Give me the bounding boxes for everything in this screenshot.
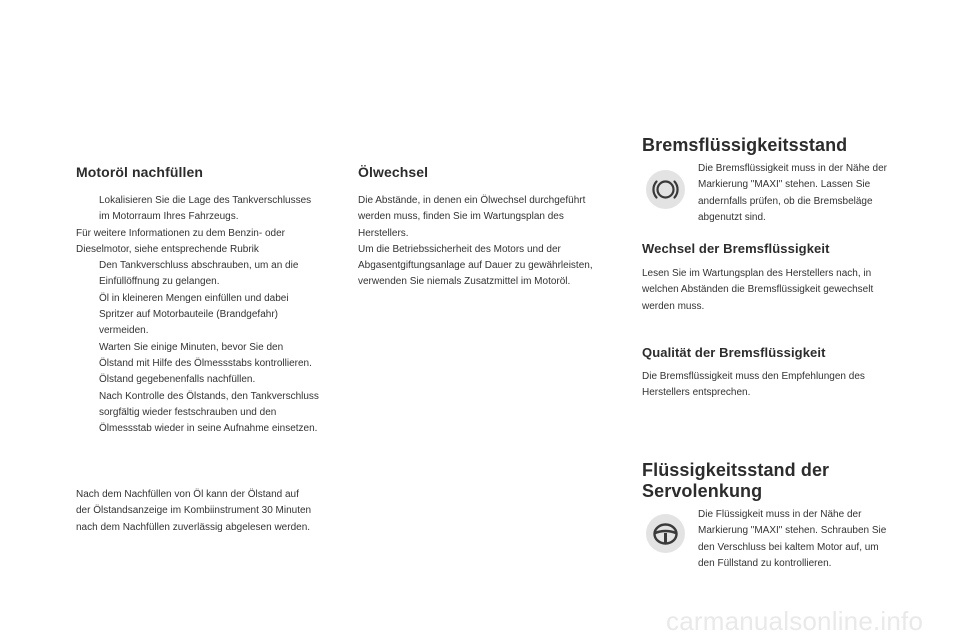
text-line: Ölstand mit Hilfe des Ölmessstabs kontrollieren. [99,357,312,369]
text-line: Ölmessstab wieder in seine Aufnahme einsetzen. [99,423,318,435]
column-oil-refill [76,164,346,437]
brake-warning-icon [646,170,685,209]
text-line: andernfalls prüfen, ob die Bremsbeläge [698,195,873,207]
text-line: Für weitere Informationen zu dem Benzin- oder [76,227,285,239]
section-brake-fluid-level [642,135,922,156]
text-line: Lesen Sie im Wartungsplan des Herstellers nach, in [642,268,872,279]
oil-refill-note [76,487,346,536]
text-line: Den Tankverschluss abschrauben, um an die [99,260,299,272]
text-line: Einfüllöffnung zu gelangen. [99,276,220,288]
text-line: Die Bremsflüssigkeit muss in der Nähe der [698,163,887,174]
text-line: Warten Sie einige Minuten, bevor Sie den [99,341,284,353]
power-steering-text [698,507,928,572]
section-title-brake-fluid-quality: Qualität der Bremsflüssigkeit [642,345,826,360]
section-title-power-steering-line2: Servolenkung [642,481,763,501]
section-title-brake-fluid-level: Bremsflüssigkeitsstand [642,135,848,155]
text-line: Abgasentgiftungsanlage auf Dauer zu gewährleisten, [358,260,593,272]
text-line: Die Flüssigkeit muss in der Nähe der [698,509,862,520]
text-line: Lokalisieren Sie die Lage des Tankverschlusses [99,195,312,206]
text-line: der Ölstandsanzeige im Kombiinstrument 30 Minuten [76,505,312,517]
column-oil-change [358,164,623,291]
text-line: Nach dem Nachfüllen von Öl kann der Ölstand auf [76,489,299,500]
text-line: verwenden Sie niemals Zusatzmittel im Motoröl. [358,276,571,288]
section-title-brake-fluid-change: Wechsel der Bremsflüssigkeit [642,241,830,256]
list-item [76,193,346,226]
text-line: welchen Abständen die Bremsflüssigkeit gewechselt [642,284,874,296]
text-line: Herstellers. [358,227,409,239]
watermark: carmanualsonline.info [666,606,924,636]
list-item [76,372,346,388]
section-title-power-steering-line1: Flüssigkeitsstand der [642,460,830,480]
text-line: Dieselmotor, siehe entsprechende Rubrik [76,243,259,255]
text-line: Öl in kleineren Mengen einfüllen und dabei [99,292,289,304]
text-line: Um die Betriebssicherheit des Motors und der [358,243,561,255]
brake-fluid-text [698,161,928,226]
section-power-steering-fluid [642,460,932,502]
section-brake-fluid-change [642,241,932,315]
text-line: werden muss, finden Sie im Wartungsplan des [358,211,564,223]
text-line: Herstellers entsprechen. [642,387,751,399]
section-brake-fluid-quality [642,345,932,402]
text-line: Markierung "MAXI" stehen. Lassen Sie [698,179,871,191]
text-line: den Füllstand zu kontrollieren. [698,557,832,569]
list-item [76,340,346,373]
text-line: Spritzer auf Motorbauteile (Brandgefahr) [99,309,278,321]
section-title-oil-change: Ölwechsel [358,164,429,180]
text-line: Die Bremsflüssigkeit muss den Empfehlungen des [642,371,865,382]
steering-wheel-icon [646,514,685,553]
text-line: Ölstand gegebenenfalls nachfüllen. [99,374,256,386]
text-line: im Motorraum Ihres Fahrzeugs. [99,211,239,223]
text-line: Nach Kontrolle des Ölstands, den Tankverschluss [99,390,319,402]
text-line: abgenutzt sind. [698,211,766,223]
text-line: sorgfältig wieder festschrauben und den [99,406,277,418]
text-line: Markierung "MAXI" stehen. Schrauben Sie [698,525,887,537]
list-item [76,258,346,291]
text-line: werden muss. [642,300,705,312]
text-line: nach dem Nachfüllen zuverlässig abgelesen werden. [76,521,311,533]
list-item [76,291,346,340]
text-line: den Verschluss bei kaltem Motor auf, um [698,541,879,553]
text-line: vermeiden. [99,325,149,337]
list-item [76,389,346,438]
text-line: Die Abstände, in denen ein Ölwechsel durchgeführt [358,195,586,206]
section-title-oil-refill: Motoröl nachfüllen [76,164,204,180]
